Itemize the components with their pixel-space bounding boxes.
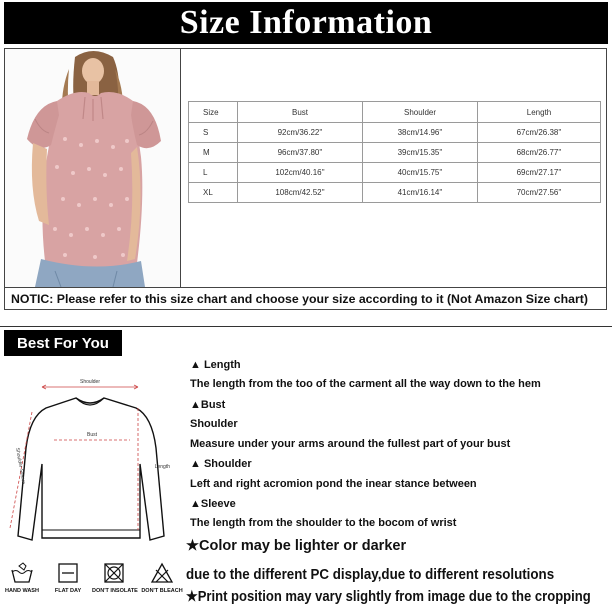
cell-shoulder: 39cm/15.35''	[363, 143, 478, 163]
model-in-pink-blouse-image	[5, 49, 181, 287]
header-size: Size	[189, 102, 238, 123]
size-table-header-row	[189, 102, 601, 123]
care-label: DON'T BLEACH	[141, 588, 183, 594]
header-bust: Bust	[238, 102, 363, 123]
care-flat-dry	[46, 562, 90, 594]
header-shoulder: Shoulder	[363, 102, 478, 123]
bust-description: Measure under your arms around the fullest part of your bust	[190, 438, 511, 450]
care-hand-wash	[0, 562, 44, 594]
shoulder-description: Left and right acromion pond the inear stance between	[190, 478, 477, 490]
length-heading: ▲ Length	[190, 359, 241, 371]
shoulder-heading: ▲ Shoulder	[190, 458, 252, 470]
bust-heading: ▲Bust	[190, 399, 226, 411]
table-row	[189, 163, 601, 183]
care-dont-insolate	[92, 562, 136, 594]
cell-length: 70cm/27.56''	[478, 183, 601, 203]
table-row	[189, 123, 601, 143]
cell-shoulder: 38cm/14.96''	[363, 123, 478, 143]
cell-length: 69cm/27.17''	[478, 163, 601, 183]
section-divider	[0, 326, 612, 327]
table-row	[189, 183, 601, 203]
care-label: DON'T INSOLATE	[92, 588, 138, 594]
banner-title: Size Information	[179, 4, 433, 41]
shoulder-measure-label: Shoulder	[79, 379, 101, 385]
sweater-measurement-diagram	[4, 368, 176, 556]
print-note: ★Print position may vary slightly from image due to the cropping	[186, 589, 591, 605]
sleeve-measure-label: Shoulder Sleeve	[14, 447, 27, 485]
bust-measure-label: Bust	[86, 432, 98, 438]
length-description: The length from the too of the carment all the way down to the hem	[190, 378, 541, 390]
flat-dry-icon	[56, 562, 80, 584]
cell-bust: 108cm/42.52''	[238, 183, 363, 203]
cell-shoulder: 40cm/15.75''	[363, 163, 478, 183]
cell-size: L	[189, 163, 238, 183]
size-table	[188, 101, 601, 203]
cell-shoulder: 41cm/16.14''	[363, 183, 478, 203]
cell-bust: 102cm/40.16''	[238, 163, 363, 183]
best-for-you-label: Best For You	[4, 330, 122, 356]
size-info-banner	[4, 2, 608, 44]
size-chart-notice: NOTIC: Please refer to this size chart and choose your size according to it (Not Amazon Size chart)	[5, 287, 606, 309]
do-not-bleach-icon	[150, 562, 174, 584]
color-note: ★Color may be lighter or darker	[186, 538, 407, 554]
header-length: Length	[478, 102, 601, 123]
sleeve-heading: ▲Sleeve	[190, 498, 236, 510]
cell-size: S	[189, 123, 238, 143]
care-label: HAND WASH	[5, 588, 39, 594]
cell-size: XL	[189, 183, 238, 203]
display-note: due to the different PC display,due to different resolutions	[186, 567, 555, 583]
do-not-tumble-dry-icon	[102, 562, 126, 584]
care-label: FLAT DAY	[54, 588, 82, 594]
bust-shoulder-word: Shoulder	[190, 418, 238, 430]
cell-bust: 92cm/36.22''	[238, 123, 363, 143]
hand-wash-icon	[10, 562, 34, 584]
cell-length: 67cm/26.38''	[478, 123, 601, 143]
sleeve-description: The length from the shoulder to the bocom of wrist	[190, 517, 457, 529]
cell-size: M	[189, 143, 238, 163]
product-photo	[5, 49, 181, 287]
length-measure-label: Length	[154, 464, 170, 470]
care-dont-bleach	[140, 562, 184, 594]
cell-bust: 96cm/37.80''	[238, 143, 363, 163]
cell-length: 68cm/26.77''	[478, 143, 601, 163]
table-row	[189, 143, 601, 163]
